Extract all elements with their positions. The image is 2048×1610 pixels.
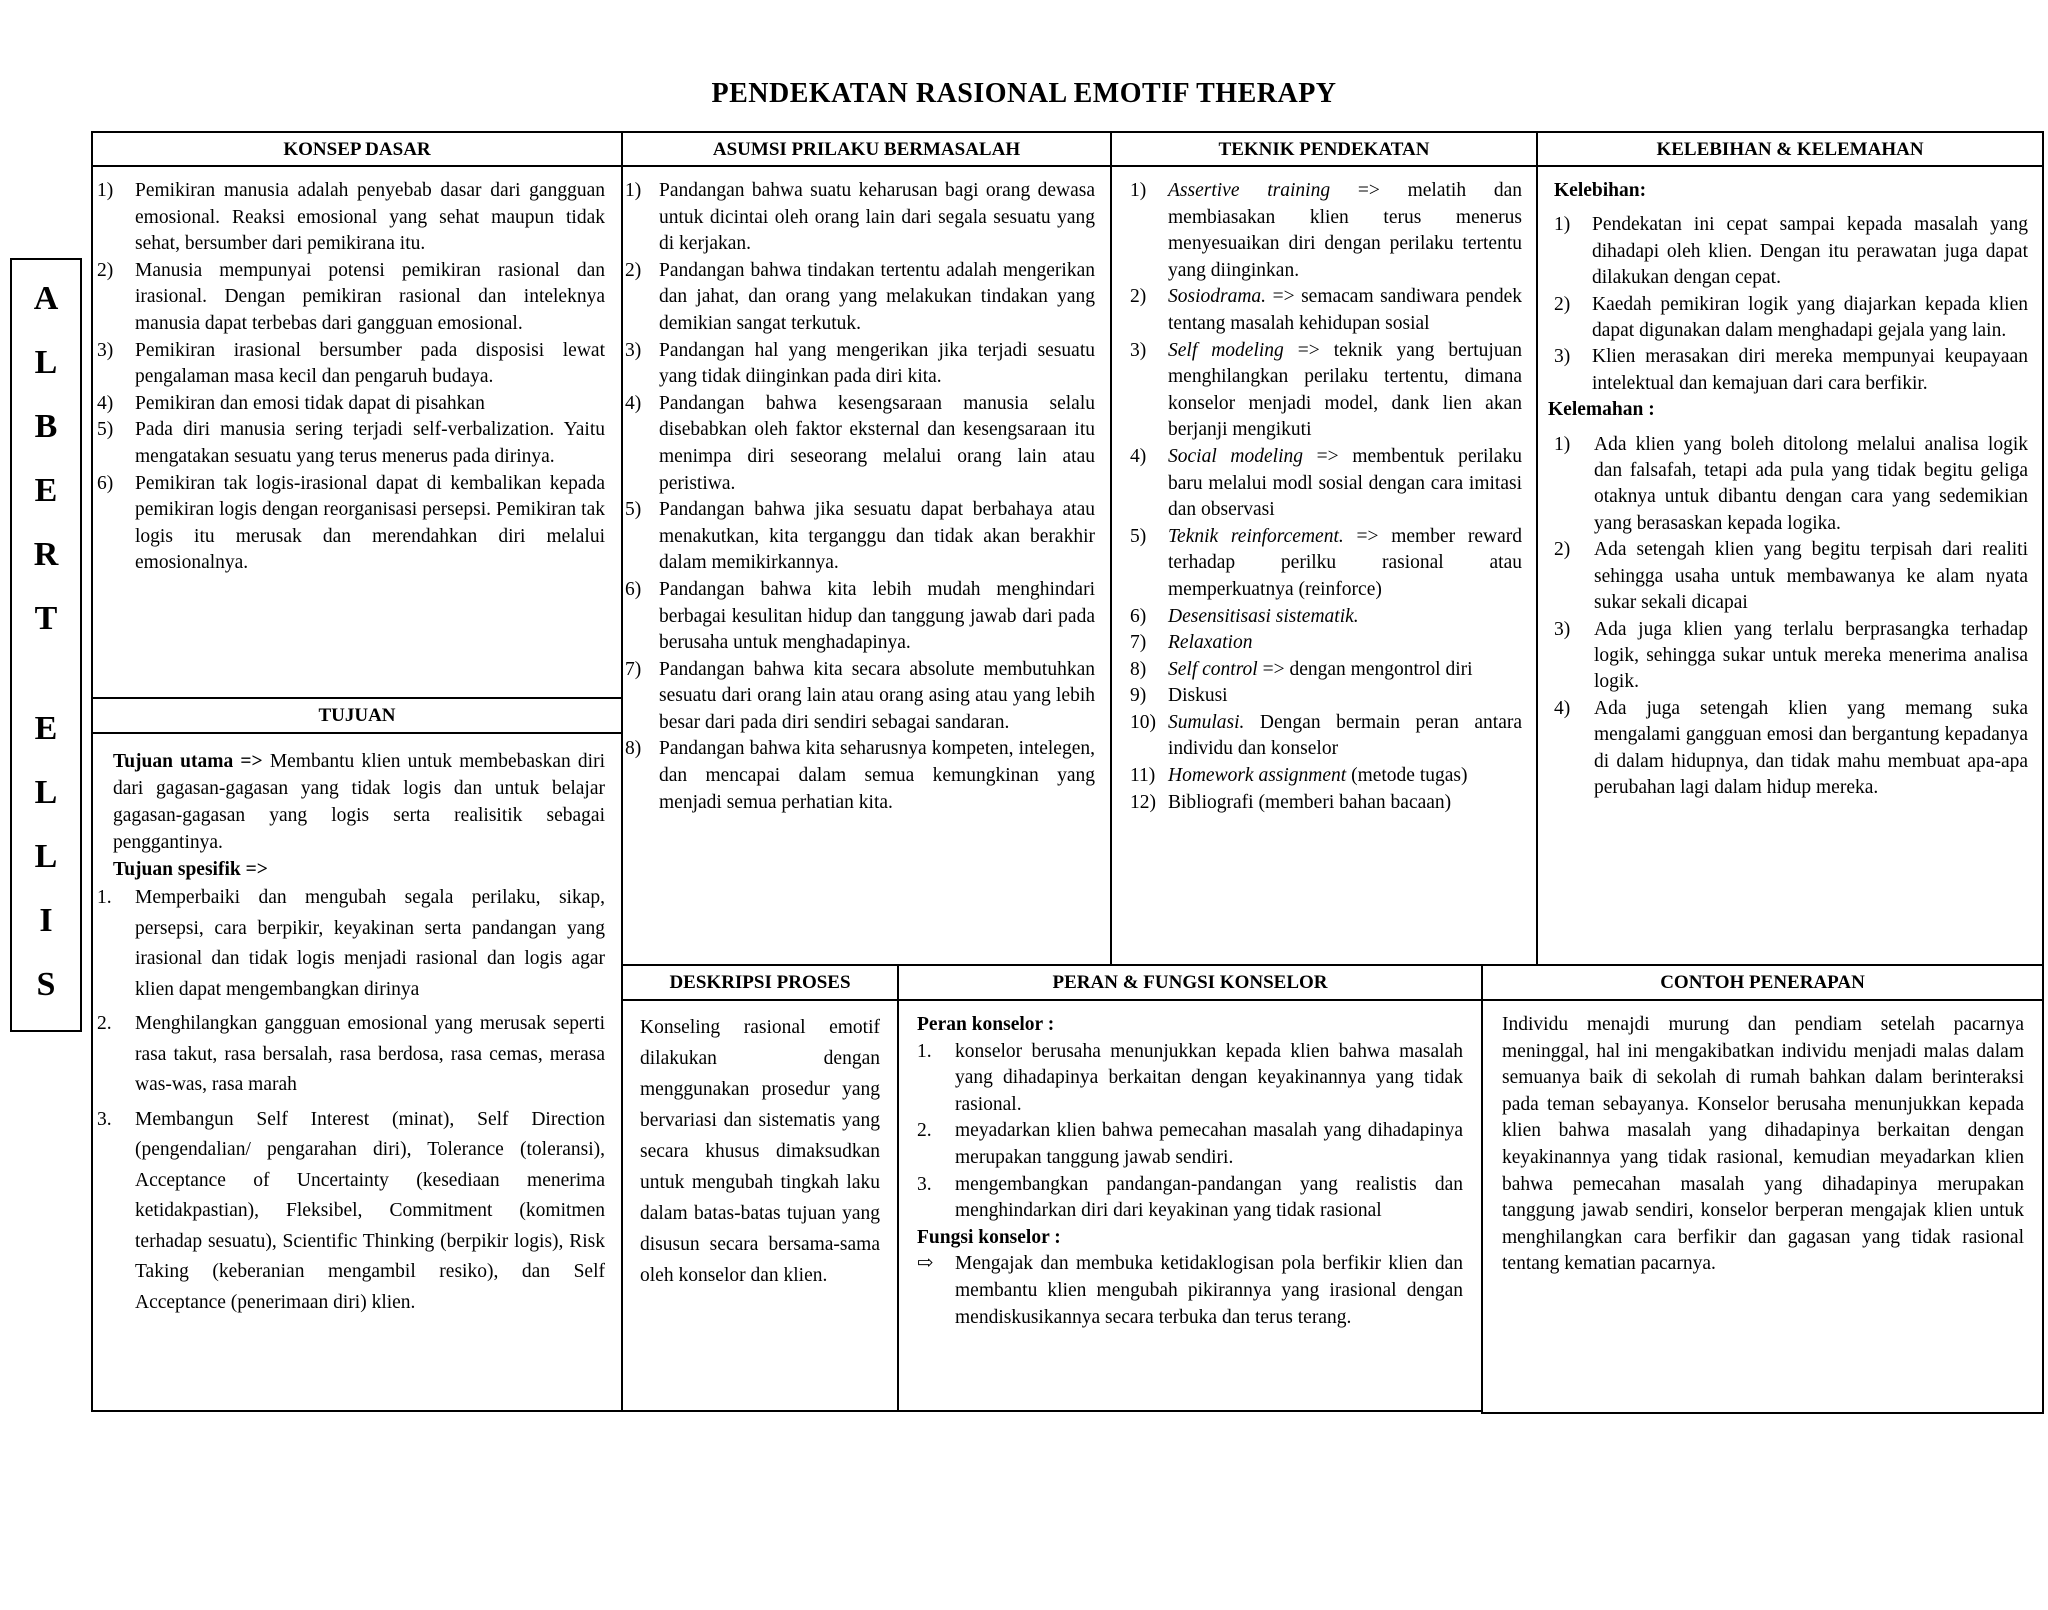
list-item (625, 657, 1095, 737)
item-number: 1) (1554, 433, 1571, 455)
grid-line (621, 999, 2044, 1001)
kelebihan-list (1554, 212, 2028, 397)
list-item (1554, 212, 2028, 291)
item-number: 4) (1130, 445, 1147, 467)
item-text: => dengan mengontrol diri (1257, 658, 1473, 680)
contoh-text: Individu menajdi murung dan pendiam setelah pacarnya meninggal, hal ini mengakibatkan individu menjadi malas dalam semuanya baik di sekolah di rumah bahkan dalam berinteraksi pada teman sebayanya. Konselor berusaha menunjukkan kepada klien bahwa masalah yang dihadapinya berkaitan dengan keyakinannya yang tidak rasional, kemudian meyadarkan klien bahwa pemecahan masalah yang dihadapinya merupakan tanggung jawab sendiri, konselor berperan mengajak klien untuk menghilangkan cara berfikir dan gagasan yang tidak rasional tentang kematian pacarnya. (1502, 1014, 2024, 1275)
header-konsep-dasar: KONSEP DASAR (283, 139, 431, 160)
arrow-right-icon: ⇨ (917, 1253, 934, 1275)
item-term: Desensitisasi sistematik. (1168, 605, 1359, 627)
grid-line (91, 131, 2044, 133)
peran-list (917, 1039, 1463, 1225)
item-text: Diskusi (1168, 685, 1228, 707)
item-text: Menghilangkan gangguan emosional yang merusak seperti rasa takut, rasa bersalah, rasa berdosa, rasa cemas, merasa was-was, rasa marah (135, 1013, 605, 1095)
item-term: Social modeling (1168, 445, 1303, 467)
tujuan-utama-text: Membantu klien untuk membebaskan diri dari gagasan-gagasan yang tidak logis dan untuk belajar gagasan-gagasan yang logis serta realisitik sebagai penggantinya. (113, 751, 605, 853)
grid-line (1481, 964, 1483, 1414)
list-item (97, 471, 605, 577)
kelebihan-label: Kelebihan: (1554, 180, 1647, 201)
kelemahan-label: Kelemahan : (1548, 399, 1655, 421)
list-item (917, 1172, 1463, 1225)
list-item (1130, 630, 1522, 657)
item-number: 9) (1130, 685, 1147, 707)
tujuan-spesifik-label: Tujuan spesifik => (113, 859, 268, 880)
kelebihan-kelemahan-cell (1548, 178, 2028, 801)
item-number: 10) (1130, 711, 1156, 733)
list-item (625, 338, 1095, 391)
fungsi-label: Fungsi konselor : (917, 1226, 1061, 1248)
grid-line (91, 732, 621, 734)
item-text: => melatih dan membiasakan klien terus menerus menyesuaikan diri dengan perilaku tertentu yang diinginkan. (1168, 180, 1522, 281)
konsep-dasar-list (97, 178, 605, 577)
item-text: Dengan bermain peran antara individu dan konselor (1168, 711, 1522, 760)
header-peran: PERAN & FUNGSI KONSELOR (1052, 972, 1328, 993)
item-text: Pandangan bahwa kesengsaraan manusia selalu disebabkan oleh faktor eksternal dan kesengsaraan itu menimpa diri seseorang melalui orang lain atau peristiwa. (659, 392, 1095, 494)
item-number: 6) (625, 578, 642, 600)
item-text: Pemikiran tak logis-irasional dapat di kembalikan kepada pemikiran logis dengan reorganisasi persepsi. Pemikiran tak logis itu merusak dan merendahkan diri melalui emosionalnya. (135, 472, 605, 574)
item-number: 1. (97, 887, 112, 908)
item-number: 2) (1130, 286, 1147, 308)
item-text: => semacam sandiwara pendek tentang masalah kehidupan sosial (1168, 286, 1522, 334)
list-item (1130, 284, 1522, 337)
item-term: Self modeling (1168, 339, 1284, 361)
list-item (1130, 444, 1522, 524)
grid-line (1110, 131, 1112, 964)
item-number: 2) (625, 259, 642, 281)
item-number: 1) (1130, 180, 1147, 201)
list-item (1554, 696, 2028, 802)
asumsi-cell (625, 178, 1095, 816)
item-number: 3) (97, 339, 114, 361)
item-term: Assertive training (1168, 180, 1331, 201)
list-item (97, 417, 605, 470)
item-text: Pemikiran irasional bersumber pada disposisi lewat pengalaman masa kecil dan pengaruh budaya. (135, 339, 605, 388)
item-text: => member reward terhadap perilku rasional atau memperkuatnya (reinforce) (1168, 525, 1523, 600)
konsep-dasar-cell (97, 178, 605, 577)
item-number: 2. (97, 1013, 112, 1034)
grid-line (621, 964, 2044, 966)
grid-line (91, 131, 93, 1412)
item-text: konselor berusaha menunjukkan kepada klien bahwa masalah yang dihadapinya berkaitan dengan keyakinannya yang tidak rasional. (955, 1040, 1463, 1115)
item-text: Pendekatan ini cepat sampai kepada masalah yang dihadapi oleh klien. Dengan itu perawatan juga dapat dilakukan dengan cepat. (1592, 214, 2028, 289)
item-text: Pada diri manusia sering terjadi self-verbalization. Yaitu mengatakan sesuatu yang terus menerus pada dirinya. (135, 419, 605, 467)
list-item (1554, 537, 2028, 616)
side-letter: T (34, 600, 58, 637)
item-number: 3) (1554, 346, 1571, 368)
item-text: Pandangan bahwa tindakan tertentu adalah mengerikan dan jahat, dan orang yang melakukan tindakan yang demikian sangat terkutuk. (659, 259, 1095, 334)
header-contoh: CONTOH PENERAPAN (1660, 972, 1865, 993)
page-title: PENDEKATAN RASIONAL EMOTIF THERAPY (711, 78, 1337, 109)
grid-line (91, 697, 621, 699)
item-number: 2) (97, 259, 114, 281)
header-deskripsi: DESKRIPSI PROSES (669, 972, 851, 993)
grid-line (1481, 1412, 2044, 1414)
item-number: 2) (1554, 293, 1571, 315)
item-text: Klien merasakan diri mereka mempunyai keupayaan intelektual dan kemajuan dari cara berfikir. (1592, 346, 2028, 394)
item-text: Pandangan hal yang mengerikan jika terjadi sesuatu yang tidak diinginkan pada diri kita. (659, 339, 1095, 388)
tujuan-utama (97, 748, 605, 856)
header-teknik: TEKNIK PENDEKATAN (1218, 139, 1430, 160)
item-text: (metode tugas) (1346, 765, 1468, 787)
item-number: 3) (625, 339, 642, 361)
item-text: Pemikiran dan emosi tidak dapat di pisahkan (135, 392, 485, 414)
tujuan-utama-label: Tujuan utama => (113, 751, 263, 772)
deskripsi-text: Konseling rasional emotif dilakukan dengan menggunakan prosedur yang bervariasi dan sistematis yang secara khusus dimaksudkan untuk mengubah tingkah laku dalam batas-batas tujuan yang disusun secara bersama-sama oleh konselor dan klien. (640, 1017, 880, 1286)
item-number: 1) (97, 180, 114, 201)
deskripsi-cell (640, 1012, 880, 1291)
item-text: => membentuk perilaku baru melalui modl sosial dengan cara imitasi dan observasi (1168, 445, 1522, 521)
item-text: Pandangan bahwa kita lebih mudah menghindari berbagai kesulitan hidup dan tanggung jawab dari pada berusaha untuk menghadapinya. (659, 578, 1095, 654)
side-letter: I (39, 902, 53, 939)
list-item (625, 497, 1095, 577)
list-item (97, 338, 605, 391)
list-item (1554, 292, 2028, 345)
tujuan-spesifik-list (97, 883, 605, 1318)
item-number: 1. (917, 1040, 932, 1062)
list-item (1130, 338, 1522, 444)
item-text: Pandangan bahwa kita secara absolute membutuhkan sesuatu dari orang lain atau orang asing atau yang lebih besar dari pada diri sendiri sebagai sandaran. (659, 658, 1095, 733)
side-letter: E (34, 710, 58, 747)
item-text: Pandangan bahwa kita seharusnya kompeten, intelegen, dan mencapai dalam semua kemungkinan yang menjadi semua perhatian kita. (659, 738, 1095, 813)
header-kelebihan-kelemahan: KELEBIHAN & KELEMAHAN (1656, 139, 1924, 160)
list-item (1130, 790, 1522, 817)
asumsi-list (625, 178, 1095, 816)
header-asumsi: ASUMSI PRILAKU BERMASALAH (712, 139, 1021, 160)
grid-line (897, 964, 899, 1412)
teknik-cell (1130, 178, 1522, 816)
item-term: Homework assignment (1168, 765, 1347, 787)
list-item (625, 577, 1095, 657)
side-letter: B (34, 408, 58, 445)
kelemahan-list (1554, 432, 2028, 802)
item-number: 7) (1130, 632, 1147, 654)
item-number: 4) (1554, 697, 1571, 719)
list-item (97, 883, 605, 1005)
item-number: 3) (1554, 618, 1571, 640)
list-item (1130, 710, 1522, 763)
item-number: 3. (97, 1108, 112, 1130)
item-number: 8) (625, 738, 642, 760)
side-letter: R (33, 536, 59, 573)
item-term: Relaxation (1168, 632, 1253, 654)
list-item (1554, 432, 2028, 538)
item-term: Teknik reinforcement. (1168, 525, 1344, 547)
item-text: Manusia mempunyai potensi pemikiran rasional dan irasional. Dengan pemikiran rasional dan inteleknya manusia dapat terbebas dari gangguan emosional. (135, 259, 605, 334)
item-text: Ada klien yang boleh ditolong melalui analisa logik dan falsafah, tetapi ada pula yang tidak begitu geliga otaknya untuk dibantu dengan cara yang sedemikian yang berasaskan kepada logika. (1594, 433, 2028, 534)
item-term: Sumulasi. (1168, 711, 1245, 733)
item-number: 2. (917, 1120, 932, 1142)
item-number: 4) (625, 392, 642, 414)
side-letter: A (33, 280, 59, 317)
item-term: Self control (1168, 658, 1258, 680)
item-number: 1) (625, 180, 642, 201)
item-text: Ada juga setengah klien yang memang suka mengalami gangguan emosi dan bergantung kepadanya di dalam hidupnya, dan tidak mahu membuat apa-apa perubahan lagi dalam hidup mereka. (1594, 697, 2028, 798)
item-number: 6) (1130, 605, 1147, 627)
side-letter: L (34, 838, 58, 875)
item-number: 11) (1130, 765, 1156, 787)
item-text: mengembangkan pandangan-pandangan yang realistis dan menghindarkan diri dari keyakinan yang tidak rasional (955, 1173, 1463, 1222)
side-letter: S (36, 966, 56, 1003)
item-text: Mengajak dan membuka ketidaklogisan pola berfikir klien dan membantu klien mengubah pikirannya yang irasional dengan mendiskusikannya secara terbuka dan terus terang. (955, 1253, 1463, 1328)
list-item (625, 736, 1095, 816)
side-letter: L (34, 774, 58, 811)
item-number: 8) (1130, 658, 1147, 680)
list-item (625, 258, 1095, 338)
list-item (1130, 524, 1522, 604)
list-item (1130, 178, 1522, 284)
item-number: 2) (1554, 539, 1571, 561)
list-item (97, 391, 605, 418)
item-number: 1) (1554, 214, 1571, 236)
item-text: Pandangan bahwa suatu keharusan bagi orang dewasa untuk dicintai oleh orang lain dari segala sesuatu yang di kerjakan. (659, 180, 1095, 255)
grid-line (91, 165, 2044, 167)
list-item (1554, 617, 2028, 696)
peran-cell (917, 1012, 1463, 1331)
item-text: Memperbaiki dan mengubah segala perilaku, sikap, persepsi, cara berpikir, keyakinan serta pandangan yang irasional dan tidak logis menjadi rasional dan logis agar klien dapat mengembangkan dirinya (135, 887, 605, 1000)
grid-line (2042, 131, 2044, 1414)
item-text: meyadarkan klien bahwa pemecahan masalah yang dihadapinya merupakan tanggung jawab sendiri. (955, 1120, 1463, 1168)
list-item (1130, 604, 1522, 631)
tujuan-cell (97, 748, 605, 1318)
item-number: 12) (1130, 791, 1156, 813)
item-number: 5) (1130, 525, 1147, 547)
header-tujuan: TUJUAN (318, 705, 396, 726)
list-item (1130, 657, 1522, 684)
teknik-list (1130, 178, 1522, 816)
item-text: Membangun Self Interest (minat), Self Direction (pengendalian/ pengarahan diri), Tolerance (toleransi), Acceptance of Uncertainty (kesediaan menerima ketidakpastian), Fleksibel, Commitment (komitmen terhadap sesuatu), Scientific Thinking (berpikir logis), Risk Taking (keberanian mengambil resiko), dan Self Acceptance (penerimaan diri) klien. (135, 1108, 605, 1313)
item-number: 6) (97, 472, 114, 494)
grid-line (1536, 131, 1538, 964)
list-item (917, 1118, 1463, 1171)
side-letter: L (34, 344, 58, 381)
item-text: Bibliografi (memberi bahan bacaan) (1168, 791, 1452, 813)
grid-line (621, 131, 623, 1412)
item-number: 4) (97, 392, 114, 414)
list-item (625, 391, 1095, 497)
item-text: Kaedah pemikiran logik yang diajarkan kepada klien dapat digunakan dalam menghadapi gejala yang lain. (1592, 293, 2028, 342)
list-item (1130, 763, 1522, 790)
list-item (917, 1251, 1463, 1331)
list-item (97, 1105, 605, 1319)
item-number: 5) (97, 419, 114, 441)
item-number: 7) (625, 658, 642, 680)
item-number: 5) (625, 499, 642, 521)
item-number: 3. (917, 1173, 932, 1195)
side-name-box (10, 258, 82, 1032)
peran-label: Peran konselor : (917, 1014, 1055, 1035)
item-text: => teknik yang bertujuan menghilangkan perilaku tertentu, dimana konselor menjadi model, dank lien akan berjanji mengikuti (1168, 339, 1522, 441)
list-item (97, 178, 605, 258)
grid-line (91, 1410, 1481, 1412)
fungsi-list (917, 1251, 1463, 1331)
list-item (1554, 344, 2028, 397)
item-text: Ada juga klien yang terlalu berprasangka terhadap logik, sehingga sukar untuk mereka menerima analisa logik. (1594, 618, 2028, 693)
item-text: Ada setengah klien yang begitu terpisah dari realiti sehingga usaha untuk membawanya ke alam nyata sukar sekali dicapai (1594, 539, 2028, 614)
item-text: Pandangan bahwa jika sesuatu dapat berbahaya atau menakutkan, kita terganggu dan tidak akan berakhir dalam memikirkannya. (659, 499, 1095, 574)
side-letter: E (34, 472, 58, 509)
list-item (1130, 683, 1522, 710)
list-item (625, 178, 1095, 258)
item-number: 3) (1130, 339, 1147, 361)
list-item (97, 258, 605, 338)
list-item (917, 1039, 1463, 1119)
contoh-cell (1502, 1012, 2024, 1278)
item-term: Sosiodrama. (1168, 286, 1267, 308)
list-item (97, 1009, 605, 1101)
item-text: Pemikiran manusia adalah penyebab dasar dari gangguan emosional. Reaksi emosional yang sehat maupun tidak sehat, bersumber dari pemikirana itu. (135, 180, 605, 255)
